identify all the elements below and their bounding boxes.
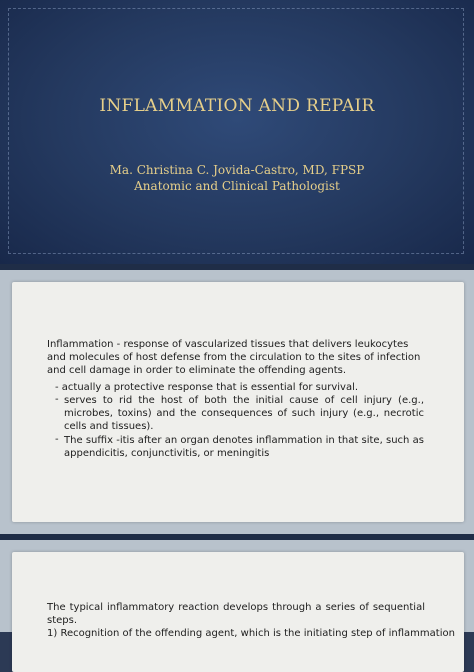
slide-frame — [8, 8, 464, 254]
bullet-protective: - actually a protective response that is essential for survival. — [55, 382, 359, 393]
author-role: Anatomic and Clinical Pathologist — [134, 179, 340, 193]
title-slide — [0, 0, 474, 264]
inflammation-definition: Inflammation - response of vascularized tissues that delivers leukocytes and molecules of host defense from the circulation to the sites of infection and cell damage in order to eliminate the offending agents. — [47, 339, 421, 376]
bullet-serves: serves to rid the host of both the initial cause of cell injury (e.g., microbes, toxins) and the consequences of such injury (e.g., necrotic cells and tissues). — [64, 395, 424, 432]
dash-marker: - — [55, 394, 59, 405]
steps-intro: The typical inflammatory reaction develops through a series of sequential steps. — [47, 602, 425, 626]
step-1-partial — [47, 627, 467, 632]
bullet-suffix-itis: The suffix -itis after an organ denotes inflammation in that site, such as appendicitis, conjunctivitis, or meningitis — [64, 435, 424, 459]
author-name: Ma. Christina C. Jovida-Castro, MD, FPSP — [109, 163, 365, 177]
slide-title: INFLAMMATION AND REPAIR — [99, 96, 375, 116]
dash-marker: - — [55, 434, 59, 445]
